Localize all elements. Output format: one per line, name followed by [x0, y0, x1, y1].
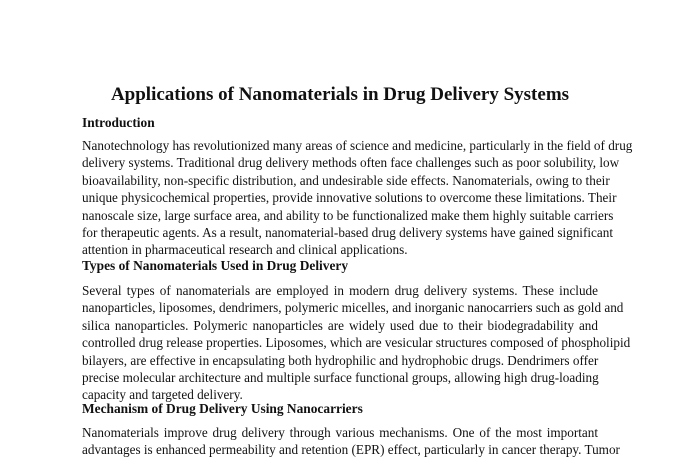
- paragraph-line: bilayers, are effective in encapsulating both hydrophilic and hydrophobic drugs. Dendrimers offer: [82, 352, 599, 368]
- paragraph-line: controlled drug release properties. Liposomes, which are vesicular structures composed of phospholipid: [82, 335, 631, 351]
- paragraph-line: Nanotechnology has revolutionized many areas of science and medicine, particularly in the field of drug: [82, 138, 633, 153]
- paragraph-mechanism: [82, 424, 620, 459]
- paragraph-line: Nanomaterials improve drug delivery through various mechanisms. One of the most important: [82, 425, 598, 440]
- document-title: Applications of Nanomaterials in Drug Delivery Systems: [110, 84, 570, 105]
- paragraph-introduction: [82, 137, 633, 259]
- paragraph-line: Several types of nanomaterials are employed in modern drug delivery systems. These include: [82, 283, 598, 298]
- paragraph-line: bioavailability, non-specific distribution, and undesirable side effects. Nanomaterials, owing to their: [82, 172, 610, 188]
- paragraph-line: for therapeutic agents. As a result, nanomaterial-based drug delivery systems have gained significant: [82, 225, 613, 241]
- paragraph-line: advantages is enhanced permeability and retention (EPR) effect, particularly in cancer therapy. Tumor: [82, 442, 620, 458]
- paragraph-line: unique physicochemical properties, provide innovative solutions to overcome these limitations. Their: [82, 190, 617, 206]
- paragraph-line: nanoscale size, large surface area, and ability to be functionalized make them highly suitable carriers: [82, 207, 614, 223]
- paragraph-line: delivery systems. Traditional drug delivery methods often face challenges such as poor solubility, low: [82, 155, 620, 171]
- paragraph-line: silica nanoparticles. Polymeric nanoparticles are widely used due to their biodegradability and: [82, 317, 598, 333]
- section-heading-mechanism: Mechanism of Drug Delivery Using Nanocarriers: [82, 401, 363, 416]
- paragraph-line: precise molecular architecture and multiple surface functional groups, allowing high drug-loading: [82, 370, 599, 386]
- section-heading-types: Types of Nanomaterials Used in Drug Delivery: [82, 258, 349, 273]
- paragraph-types: [82, 282, 631, 404]
- paragraph-line: nanoparticles, liposomes, dendrimers, polymeric micelles, and inorganic nanocarriers such as gold and: [82, 300, 624, 316]
- section-heading-introduction: Introduction: [82, 115, 155, 130]
- paragraph-line: capacity and targeted delivery.: [82, 387, 243, 403]
- paragraph-line: attention in pharmaceutical research and clinical applications.: [82, 242, 408, 258]
